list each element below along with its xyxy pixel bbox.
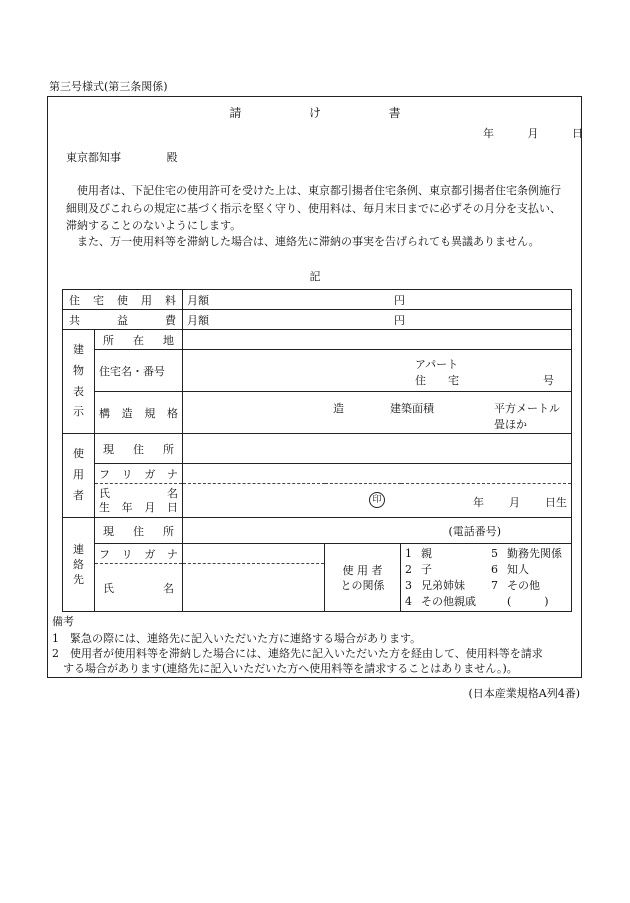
paragraph-line: 使用者は、下記住宅の使用許可を受けた上は、東京都引揚者住宅条例、東京都引揚者住宅条例施行 [66, 184, 561, 197]
phone-label: (電話番号) [448, 524, 502, 538]
rent-label: 住 宅 使 用 料 [63, 290, 183, 310]
structure-label: 構 造 規 格 [95, 392, 183, 434]
relation-option[interactable]: その他 [507, 579, 540, 592]
document-title [0, 107, 630, 119]
title-char: 書 [388, 106, 401, 120]
notes-heading: 備考 [52, 615, 74, 628]
common-fee-field[interactable]: 月額 円 [183, 310, 572, 330]
note-line: する場合があります(連絡先に記入いただいた方へ使用料等を請求することはありません。)。 [52, 662, 518, 675]
contact-furigana-field[interactable] [183, 544, 325, 564]
housing-name-label: 住宅名・番号 [95, 350, 183, 392]
relation-option[interactable]: ( ) [507, 595, 549, 608]
building-section-label: 建 物 表 示 [63, 330, 95, 434]
user-name-field[interactable]: 印 年 月 日生 [183, 484, 572, 518]
user-address-field[interactable] [183, 434, 572, 464]
addressee: 東京都知事 殿 [66, 151, 178, 164]
relation-options[interactable]: 1 親 5 勤務先関係 2 子 6 知人 3 兄弟姉妹 7 その他 4 その他親戚 ( ) [401, 544, 572, 612]
title-char: け [308, 106, 321, 120]
user-name-birth-label: 氏 名 生 年 月 日 [95, 484, 183, 518]
location-field[interactable] [183, 330, 572, 350]
rent-field[interactable]: 月額 円 [183, 290, 572, 310]
contact-address-field[interactable] [183, 518, 572, 544]
contact-section-label: 連 絡 先 [63, 518, 95, 612]
note-line: 2 使用者が使用料等を滞納した場合には、連絡先に記入いただいた方を経由して、使用料等を請求 [52, 647, 543, 660]
relation-option[interactable]: その他親戚 [421, 595, 476, 608]
user-address-label: 現 住 所 [95, 434, 183, 464]
contact-name-label: 氏 名 [95, 564, 183, 612]
footer-standard: (日本産業規格A列4番) [468, 687, 580, 700]
user-furigana-label: フ リ ガ ナ [95, 464, 183, 484]
user-section-label: 使 用 者 [63, 434, 95, 518]
paragraph-line: 滞納することのないようにします。 [66, 219, 242, 232]
form-label: 第三号様式(第三条関係) [49, 80, 168, 93]
location-label: 所 在 地 [95, 330, 183, 350]
housing-name-field[interactable]: アパート 住 宅 号 [183, 350, 572, 392]
relation-option[interactable]: 子 [421, 563, 432, 576]
contact-furigana-label: フ リ ガ ナ [95, 544, 183, 564]
relation-option[interactable]: 知人 [507, 563, 529, 576]
relation-option[interactable]: 兄弟姉妹 [421, 579, 465, 592]
note-line: 1 緊急の際には、連絡先に記入いただいた方に連絡する場合があります。 [52, 632, 422, 645]
date-line: 年 月 日 [483, 127, 583, 140]
relation-label: 使 用 者 との関係 [325, 544, 401, 612]
ki-heading: 記 [309, 270, 321, 283]
relation-option[interactable]: 親 [421, 547, 432, 560]
relation-option[interactable]: 勤務先関係 [507, 547, 562, 560]
paragraph-line: また、万一使用料等を滞納した場合は、連絡先に滞納の事実を告げられても異議ありません。 [66, 235, 540, 248]
title-char: 請 [229, 106, 242, 120]
common-fee-label: 共 益 費 [63, 310, 183, 330]
paragraph-line: 細則及びこれらの規定に基づく指示を堅く守り、使用料は、毎月末日までに必ずその月分を支払い、 [66, 202, 561, 215]
structure-field[interactable]: 造 建築面積 平方メートル 畳ほか [183, 392, 572, 434]
details-table [62, 289, 572, 612]
contact-address-label: 現 住 所 [95, 518, 183, 544]
user-furigana-field[interactable] [183, 464, 572, 484]
seal-icon: 印 [369, 492, 385, 508]
contact-name-field[interactable] [183, 564, 325, 612]
